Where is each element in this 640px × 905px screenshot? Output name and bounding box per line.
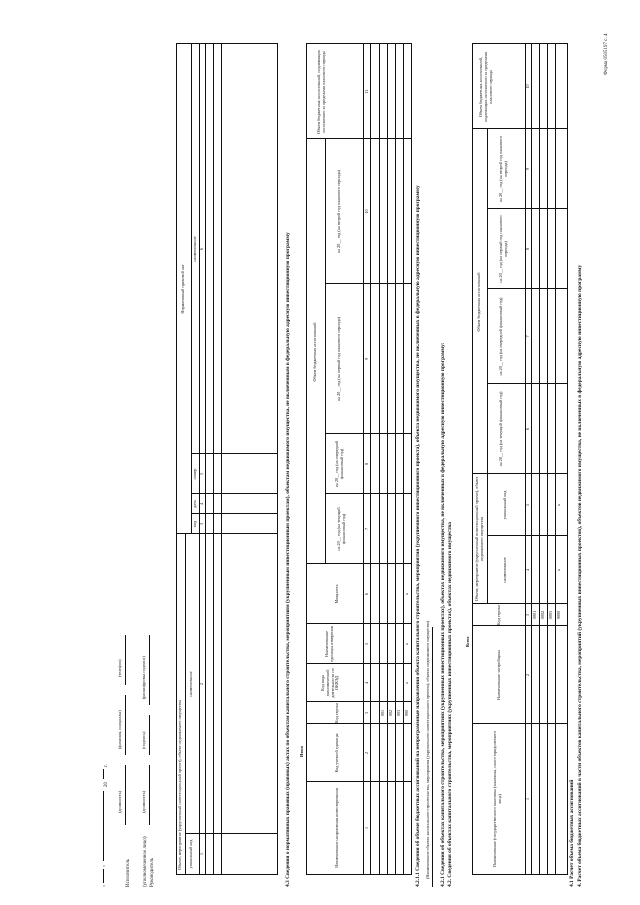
header-date: дата [192, 500, 197, 508]
signature-caption: (подпись) [141, 731, 146, 749]
section-4-2-title: 4.2. Сведения об объектах капитального строительства, мероприятиях (укрупненных инвестиционных проектах), объектах недвижимого имущества [447, 522, 453, 887]
total-x: x [404, 592, 409, 596]
header-volume-group: Объем бюджетных ассигнований [476, 272, 481, 332]
row-code: 0003 [548, 610, 553, 620]
section-4-title: 4. Расчет объема бюджетных ассигнований в части объектов капитального строительства, мероприятий (укрупненных инвестиционных проектов), объектов недвижимого имущества, не включенных в федеральную адресную инвестиционную программу [577, 264, 583, 887]
header-act: Нормативный правовой акт [180, 264, 185, 314]
col-num: 6 [525, 427, 530, 431]
position-caption-2: (должность) [117, 791, 122, 813]
col-num: 3 [199, 522, 204, 526]
total-x: x [556, 503, 561, 507]
header-year-current: на 20__ год (на текущий финансовый год) [498, 391, 503, 467]
header-line-code: Код строки [334, 703, 339, 723]
date-open-quote: " [104, 884, 109, 887]
col-num: 2 [199, 682, 204, 686]
header-year-plan1: на 20__ год (на первый год планового периода) [498, 215, 508, 283]
header-object-group: Объект, мероприятие (укрупненный инвестиционный проект), объект недвижимого имущества [474, 476, 484, 602]
header-act-name: наименование [192, 236, 197, 262]
header-subdivision: Наименование застройщика [496, 649, 501, 701]
col-num: 7 [364, 527, 369, 531]
col-num: 4 [525, 568, 530, 572]
row-code: 001 [380, 709, 385, 717]
date-year-suffix: г. [104, 764, 109, 767]
col-num: 2 [364, 751, 369, 755]
header-beyond-plan: Объем бюджетных ассигнований, подлежащих исполнению за пределами планового периода [316, 50, 326, 134]
row-code: 002 [388, 709, 393, 717]
col-num: 1 [525, 797, 530, 801]
col-num: 6 [199, 247, 204, 251]
header-line-code: Код строки [496, 605, 501, 625]
col-num: 3 [364, 711, 369, 715]
header-power: Мощность [334, 584, 339, 604]
col-num: 8 [525, 247, 530, 251]
header-unique-code: уникальный код [188, 839, 193, 869]
row-code: 003 [396, 709, 401, 717]
header-unit-code: Код учетной единицы [334, 733, 339, 773]
table-4-1 [472, 43, 568, 875]
head-sub-label: (уполномоченное лицо) [143, 836, 148, 887]
col-num: 1 [199, 852, 204, 856]
col-num: 2 [525, 673, 530, 677]
col-num: 6 [364, 592, 369, 596]
form-code: Форма 0505197 с. 4 [604, 33, 609, 75]
header-unit: Наименование единицы измерения [324, 626, 334, 662]
header-recipient: Наименование (государственного заказчика (заказчика, иного юридического лица) [492, 730, 502, 868]
header-number: номер [192, 468, 197, 480]
header-year-current: на 20__ год (на текущий финансовый год) [336, 507, 346, 551]
header-object-name: наименование [502, 557, 507, 583]
executor-label: Исполнитель [126, 859, 131, 887]
col-num: 3 [525, 613, 530, 617]
header-direction: Наименование направления инвестирования [334, 788, 339, 868]
row-code: 900 [404, 709, 409, 717]
position-caption: (должность) [141, 791, 146, 813]
col-num: 10 [364, 209, 369, 214]
header-beyond-plan: Объем бюджетных ассигнований, подлежащих исполнению за пределами планового периода [478, 51, 493, 123]
table-4-2-1-1 [306, 43, 412, 875]
section-4-2-1-1-title: 4.2.1.1 Сведения об объеме бюджетных ассигнований на непрограммные направления объекта капитального строительства, мероприятия (укрупненного инвестиционного проекта), объекта недвижимого имущества, не включенных в федеральную адресную инвестиционную программу [415, 185, 421, 887]
total-x: x [556, 568, 561, 572]
section-4-3-title: 4.3 Сведения о нормативных правовых (правовых) актах по объектам капитального строительства, мероприятиям (укрупненным инвестиционным проектам), объектам недвижимого имущества, не включенным в федеральную адресную инвестиционную программу [285, 232, 291, 887]
header-volume-group: Объем бюджетных ассигнований [312, 322, 317, 382]
table-4-3 [176, 43, 278, 875]
total-label: Всего [465, 636, 470, 647]
total-x: x [404, 681, 409, 685]
col-num: 9 [364, 357, 369, 361]
header-year-next: на 20__ год (на очередной финансовый год) [334, 440, 344, 488]
col-num: 4 [364, 681, 369, 685]
total-x: x [404, 642, 409, 646]
header-kind: вид [192, 520, 197, 528]
head-label: Руководитель [150, 857, 155, 887]
date-year: 20 [104, 782, 109, 787]
row-code: 0001 [532, 610, 537, 620]
header-object-unique: уникальный код [502, 490, 507, 520]
phone-caption: (телефон) [117, 659, 122, 677]
header-year-next: на 20__ год (на очередной финансовый год) [498, 297, 503, 376]
fio-caption: (фамилия, инициалы) [117, 710, 122, 749]
section-4-1-title: 4.1 Расчет объема бюджетных ассигнований [569, 779, 575, 887]
section-4-2-1-title: 4.2.1 Сведения об объектах капитального строительства, мероприятиях (укрупненных инвестиционных проектах), объектах недвижимого имущества, не включенных в федеральную адресную инвестиционную программу: [440, 342, 446, 887]
col-num: 7 [525, 335, 530, 338]
col-num: 5 [199, 472, 204, 476]
header-year-plan2: на 20__ год (на второй год планового периода) [498, 135, 508, 203]
col-num: 5 [364, 642, 369, 646]
header-year-plan2: на 20__ год (на второй год планового периода) [336, 170, 341, 253]
header-year-plan1: на 20__ год (на первый год планового периода) [336, 316, 341, 402]
date-close-quote: " [104, 864, 109, 867]
col-num: 1 [364, 826, 369, 830]
col-num: 9 [525, 167, 530, 171]
col-num: 10 [525, 84, 530, 89]
row-code: 0002 [540, 610, 545, 620]
header-name: наименование [188, 671, 193, 697]
col-num: 8 [364, 462, 369, 466]
header-okved: Код вида экономической деятельности по ОКВЭД [320, 668, 340, 698]
header-object: Объект, мероприятие (укрупненный инвестиционный проект), объект недвижимого имущества [177, 699, 182, 870]
col-num: 4 [199, 502, 204, 506]
decode-caption: (расшифровка подписи) [141, 656, 146, 699]
object-label: (Наименование объекта капитального строительства, мероприятия (укрупненного инвестиционного проекта), объекта недвижимого имущества) [425, 620, 430, 879]
col-num: 11 [364, 89, 369, 94]
total-label: Итого [299, 745, 304, 757]
col-num: 5 [525, 503, 530, 507]
row-code: 9000 [556, 610, 561, 620]
